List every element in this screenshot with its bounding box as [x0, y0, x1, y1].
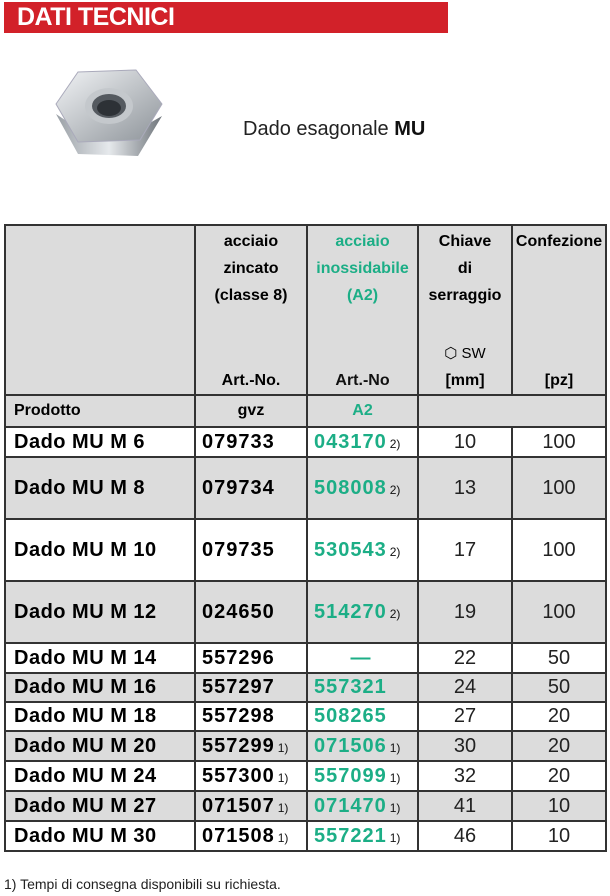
gvz-article-no: 557296 — [195, 643, 307, 673]
gvz-article-no: 557299 1) — [195, 731, 307, 761]
gvz-footnote-ref: 1) — [277, 800, 289, 815]
header-row — [5, 225, 606, 395]
a2-article-no: 071506 1) — [307, 731, 418, 761]
a2-article-no: 514270 2) — [307, 581, 418, 643]
subheader-product: Prodotto — [5, 395, 195, 427]
a2-footnote-ref: 2) — [389, 544, 401, 559]
caption-text: Dado esagonale — [243, 118, 395, 140]
pack-qty: 100 — [512, 427, 606, 457]
wrench-size: 10 — [418, 427, 512, 457]
gvz-footnote-ref: 1) — [277, 830, 289, 845]
table-row — [5, 673, 606, 702]
subheader-a2: A2 — [307, 395, 418, 427]
product-name: Dado MU M 10 — [5, 519, 195, 581]
table-row — [5, 427, 606, 457]
pack-qty: 100 — [512, 457, 606, 519]
gvz-footnote-ref: 1) — [277, 740, 289, 755]
hex-nut-image — [48, 64, 168, 174]
product-name: Dado MU M 30 — [5, 821, 195, 851]
product-name: Dado MU M 27 — [5, 791, 195, 821]
table-row — [5, 731, 606, 761]
tech-data-table — [4, 224, 607, 852]
wrench-size: 46 — [418, 821, 512, 851]
header-a2: acciaio inossidabile (A2) Art.-No — [307, 225, 418, 395]
a2-article-no: 557321 — [307, 673, 418, 702]
a2-footnote-ref: 2) — [389, 436, 401, 451]
pack-qty: 10 — [512, 821, 606, 851]
wrench-size: 22 — [418, 643, 512, 673]
header-pz: Confezione [pz] — [512, 225, 606, 395]
a2-footnote-ref: 2) — [389, 482, 401, 497]
table-row — [5, 791, 606, 821]
a2-footnote-ref: 1) — [389, 770, 401, 785]
a2-article-no: 557221 1) — [307, 821, 418, 851]
product-name: Dado MU M 8 — [5, 457, 195, 519]
product-name: Dado MU M 16 — [5, 673, 195, 702]
wrench-size: 32 — [418, 761, 512, 791]
pack-qty: 100 — [512, 519, 606, 581]
table-row — [5, 581, 606, 643]
table-row — [5, 821, 606, 851]
wrench-size: 19 — [418, 581, 512, 643]
pack-qty: 50 — [512, 673, 606, 702]
product-name: Dado MU M 20 — [5, 731, 195, 761]
gvz-article-no: 079735 — [195, 519, 307, 581]
a2-article-no: 508008 2) — [307, 457, 418, 519]
footnote: 1) Tempi di consegna disponibili su richiesta. — [4, 876, 281, 892]
table-row — [5, 761, 606, 791]
a2-article-no: 530543 2) — [307, 519, 418, 581]
table-row — [5, 643, 606, 673]
gvz-article-no: 557297 — [195, 673, 307, 702]
gvz-article-no: 024650 — [195, 581, 307, 643]
a2-footnote-ref: 1) — [389, 800, 401, 815]
gvz-footnote-ref: 1) — [277, 770, 289, 785]
gvz-article-no: 557300 1) — [195, 761, 307, 791]
pack-qty: 20 — [512, 761, 606, 791]
product-name: Dado MU M 18 — [5, 702, 195, 731]
wrench-size: 24 — [418, 673, 512, 702]
a2-article-no: — — [307, 643, 418, 673]
header-gvz: acciaio zincato (classe 8) Art.-No. — [195, 225, 307, 395]
gvz-article-no: 071507 1) — [195, 791, 307, 821]
section-title: DATI TECNICI — [4, 2, 448, 33]
a2-article-no: 043170 2) — [307, 427, 418, 457]
product-caption — [243, 118, 425, 141]
pack-qty: 50 — [512, 643, 606, 673]
wrench-size: 27 — [418, 702, 512, 731]
a2-footnote-ref: 1) — [389, 830, 401, 845]
a2-article-no: 071470 1) — [307, 791, 418, 821]
gvz-article-no: 079734 — [195, 457, 307, 519]
table-row — [5, 457, 606, 519]
pack-qty: 20 — [512, 702, 606, 731]
a2-footnote-ref: 2) — [389, 606, 401, 621]
subheader-row — [5, 395, 606, 427]
pack-qty: 20 — [512, 731, 606, 761]
gvz-article-no: 079733 — [195, 427, 307, 457]
product-name: Dado MU M 12 — [5, 581, 195, 643]
hexagon-icon: ⬡ — [444, 345, 458, 362]
wrench-size: 13 — [418, 457, 512, 519]
a2-article-no: 557099 1) — [307, 761, 418, 791]
pack-qty: 100 — [512, 581, 606, 643]
a2-article-no: 508265 — [307, 702, 418, 731]
wrench-size: 30 — [418, 731, 512, 761]
table-row — [5, 702, 606, 731]
subheader-empty — [418, 395, 606, 427]
gvz-article-no: 071508 1) — [195, 821, 307, 851]
product-name: Dado MU M 24 — [5, 761, 195, 791]
caption-bold: MU — [394, 118, 426, 140]
product-name: Dado MU M 14 — [5, 643, 195, 673]
wrench-size: 17 — [418, 519, 512, 581]
a2-footnote-ref: 1) — [389, 740, 401, 755]
subheader-gvz: gvz — [195, 395, 307, 427]
pack-qty: 10 — [512, 791, 606, 821]
wrench-size: 41 — [418, 791, 512, 821]
header-sw: Chiave di serraggio ⬡ SW [mm] — [418, 225, 512, 395]
gvz-article-no: 557298 — [195, 702, 307, 731]
header-empty — [5, 225, 195, 395]
table-row — [5, 519, 606, 581]
product-name: Dado MU M 6 — [5, 427, 195, 457]
